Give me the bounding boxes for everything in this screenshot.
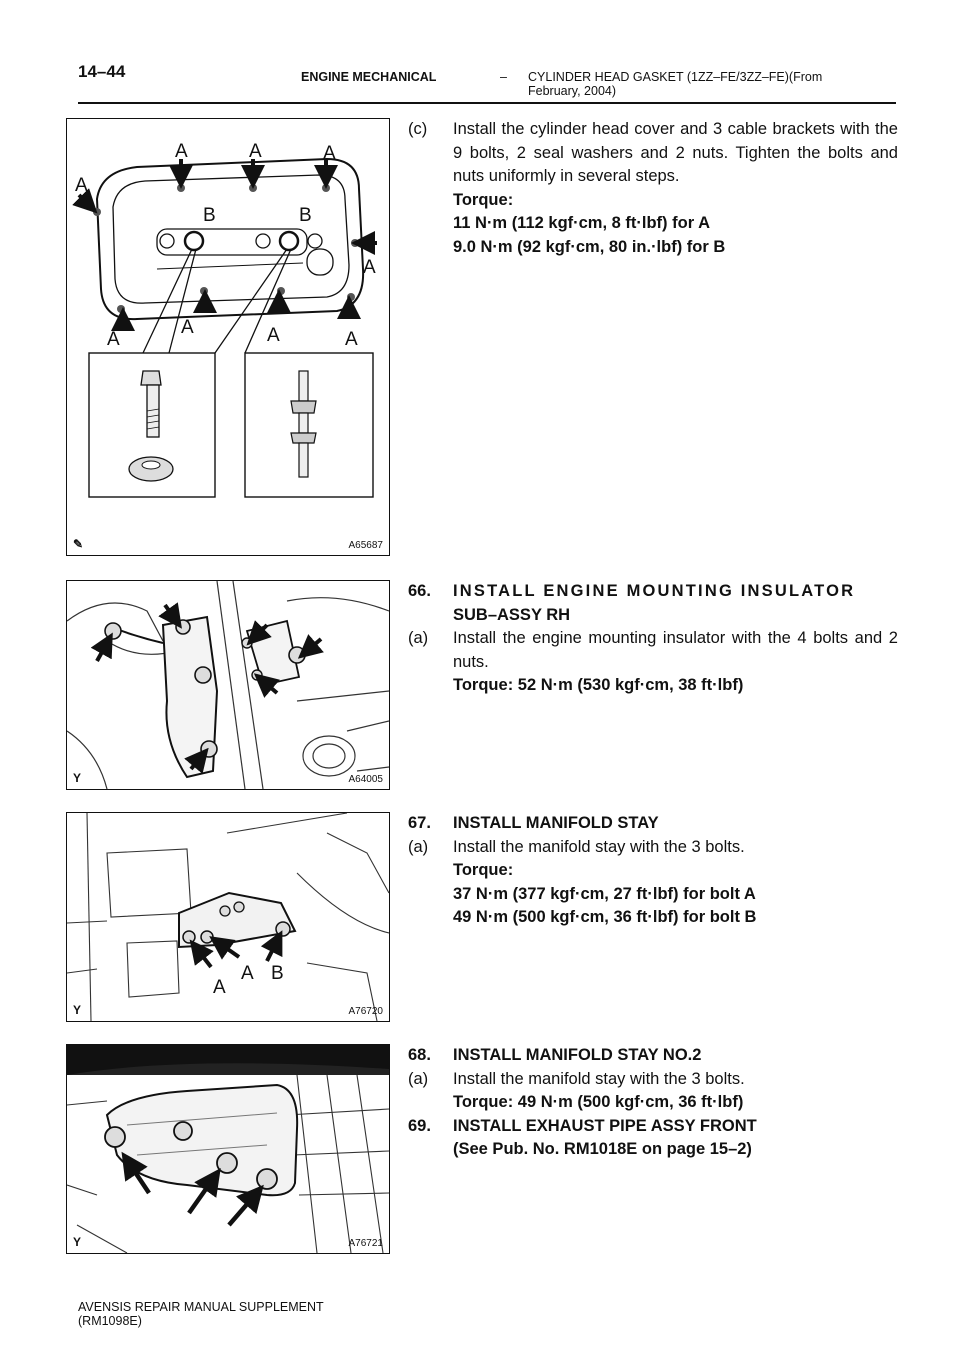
step-67-number: 67. (408, 814, 431, 832)
figure-manifold-stay (66, 812, 390, 1022)
label-a: A (249, 141, 262, 162)
figure-manifold-stay-no2 (66, 1044, 390, 1254)
footer-manual-name: AVENSIS REPAIR MANUAL SUPPLEMENT (78, 1300, 324, 1314)
header-rule (78, 102, 896, 104)
step-67-torque-label: Torque: (453, 861, 514, 879)
step-68-sub-marker: (a) (408, 1069, 429, 1088)
figure-mark: Y (73, 1235, 82, 1249)
figure-code: A65687 (348, 540, 383, 551)
step-69-title: INSTALL EXHAUST PIPE ASSY FRONT (453, 1116, 757, 1135)
header-section: ENGINE MECHANICAL (301, 70, 437, 84)
manifold-stay-no2-illustration (67, 1045, 389, 1253)
figure-code: A64005 (348, 774, 383, 785)
step-68-number: 68. (408, 1046, 431, 1064)
figure-code: A76721 (348, 1238, 383, 1249)
header-dash: – (500, 70, 507, 84)
cylinder-head-cover-illustration (67, 119, 389, 555)
step-66-torque: Torque: 52 N·m (530 kgf·cm, 38 ft·lbf) (453, 676, 744, 694)
step-c-marker: (c) (408, 120, 428, 138)
figure-code: A76720 (348, 1006, 383, 1017)
step-66 (408, 580, 898, 698)
step-67-sub-marker: (a) (408, 837, 429, 856)
label-b: B (299, 205, 312, 226)
header-title: CYLINDER HEAD GASKET (1ZZ–FE/3ZZ–FE)(From February, 2004) (528, 70, 823, 98)
engine-mount-illustration (67, 581, 389, 789)
step-c-text: Install the cylinder head cover and 3 cable brackets with the 9 bolts, 2 seal washers and 2 nuts. Tighten the bolts and nuts uniformly in several steps. (453, 120, 898, 185)
figure-mark: Y (73, 1003, 82, 1017)
step-c (408, 118, 898, 259)
manifold-stay-illustration (67, 813, 389, 1021)
step-67-torque-a: 37 N·m (377 kgf·cm, 27 ft·lbf) for bolt A (453, 884, 756, 903)
step-66-sub-text: Install the engine mounting insulator with the 4 bolts and 2 nuts. (453, 629, 898, 671)
label-a: A (181, 317, 194, 338)
step-c-torque-label: Torque: (453, 190, 514, 209)
step-67-title: INSTALL MANIFOLD STAY (453, 814, 659, 832)
step-69-ref: (See Pub. No. RM1018E on page 15–2) (453, 1140, 752, 1158)
label-a: A (267, 325, 280, 346)
step-66-title: INSTALL ENGINE MOUNTING INSULATOR (453, 582, 856, 600)
figure-engine-mount (66, 580, 390, 790)
label-a: A (75, 175, 88, 196)
step-68-sub-text: Install the manifold stay with the 3 bolts. (453, 1069, 745, 1088)
step-67 (408, 812, 898, 930)
step-68-torque: Torque: 49 N·m (500 kgf·cm, 36 ft·lbf) (453, 1093, 744, 1111)
figure-mark: ✎ (73, 537, 84, 551)
label-a: A (175, 141, 188, 162)
step-66-title-line2: SUB–ASSY RH (453, 605, 571, 624)
label-b: B (271, 963, 284, 984)
step-66-sub-marker: (a) (408, 629, 429, 647)
step-c-torque-b: 9.0 N·m (92 kgf·cm, 80 in.·lbf) for B (453, 237, 726, 256)
step-69-number: 69. (408, 1116, 431, 1135)
label-a: A (213, 977, 226, 998)
page-number: 14–44 (78, 62, 126, 81)
footer-manual-code: (RM1098E) (78, 1314, 142, 1328)
label-a: A (363, 257, 376, 278)
label-a: A (345, 329, 358, 350)
step-67-torque-b: 49 N·m (500 kgf·cm, 36 ft·lbf) for bolt B (453, 908, 757, 926)
step-66-number: 66. (408, 582, 431, 600)
step-68-69 (408, 1044, 898, 1162)
label-a: A (241, 963, 254, 984)
step-67-sub-text: Install the manifold stay with the 3 bolts. (453, 837, 745, 856)
label-a: A (323, 143, 336, 164)
step-68-title: INSTALL MANIFOLD STAY NO.2 (453, 1046, 702, 1064)
figure-cylinder-head-cover (66, 118, 390, 556)
figure-mark: Y (73, 771, 82, 785)
step-c-torque-a: 11 N·m (112 kgf·cm, 8 ft·lbf) for A (453, 214, 711, 232)
label-a: A (107, 329, 120, 350)
label-b: B (203, 205, 216, 226)
